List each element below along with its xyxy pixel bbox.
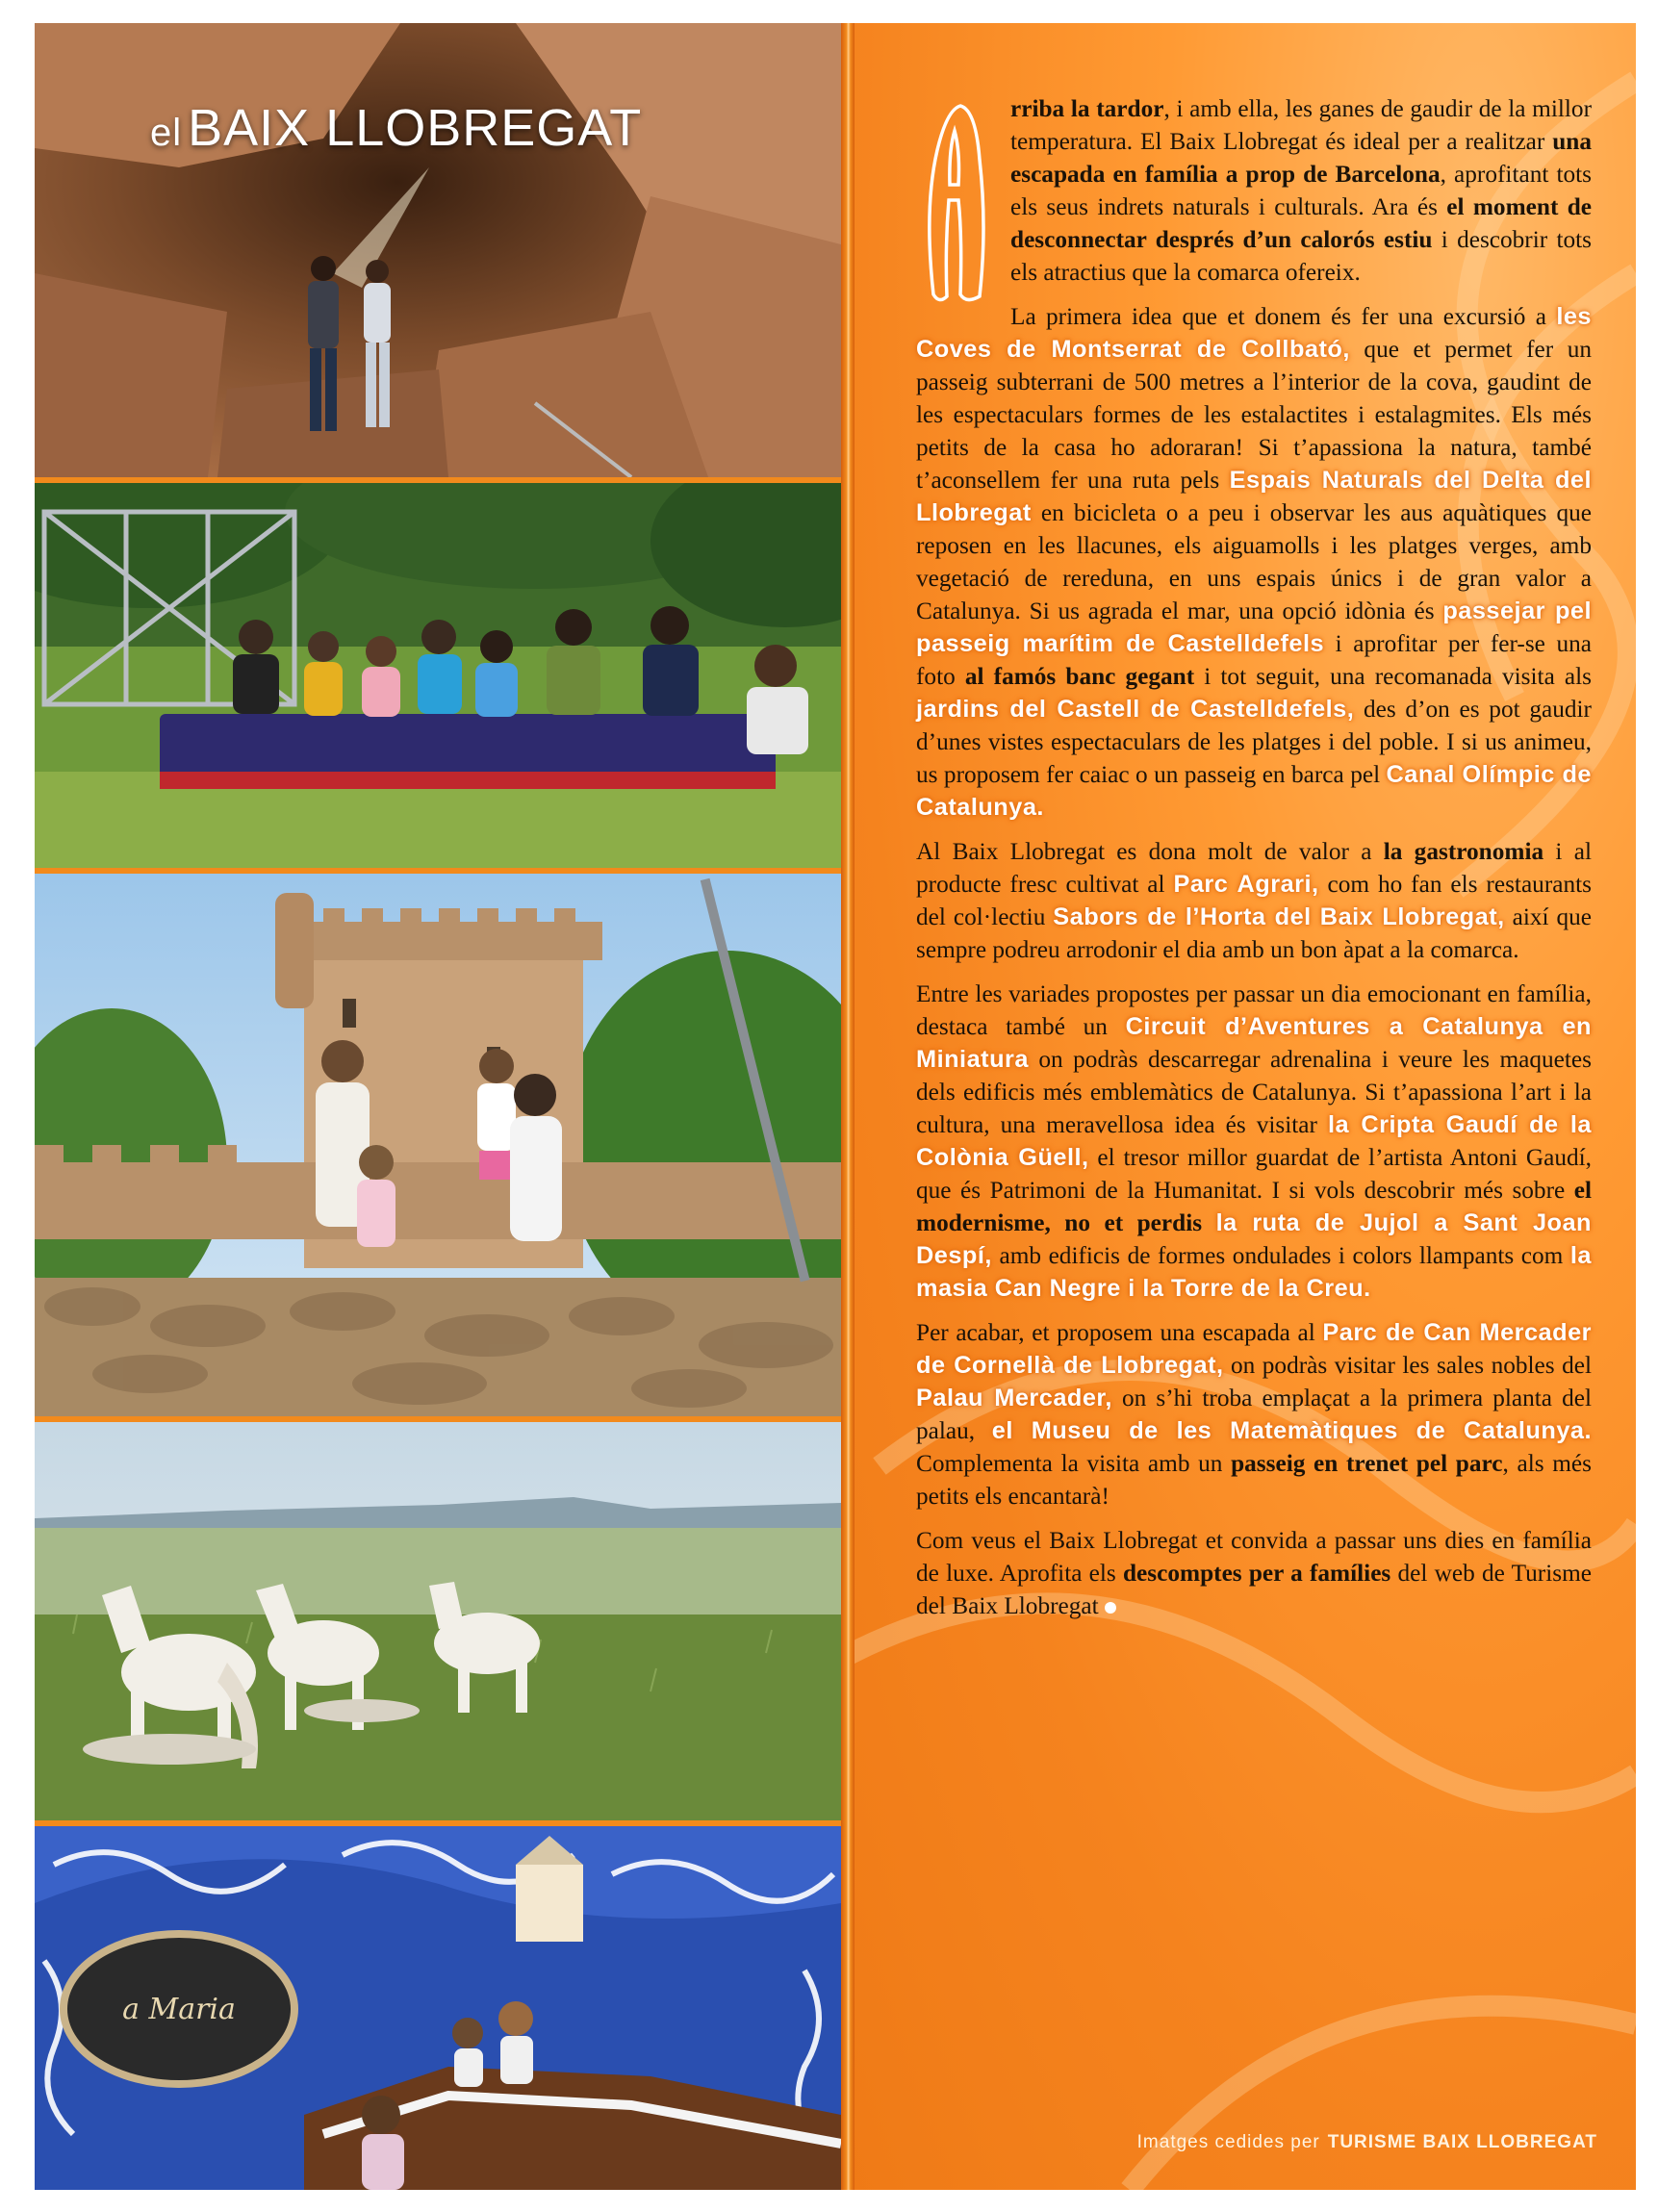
photo-delta-horses bbox=[35, 1422, 841, 1826]
highlight-phrase: la masia Can Negre i la Torre de la Creu. bbox=[916, 1242, 1592, 1302]
highlight-phrase: Canal Olímpic de Catalunya. bbox=[916, 761, 1592, 821]
article-paragraph bbox=[916, 978, 1592, 1305]
text-run: que et permet fer un passeig subterrani de 500 metres a l’interior de la cova, gaudint de les espectaculars formes de les estalactites i estalagmites. Els més petits de la casa ho adoraran! Si t’apassiona la natura, també t’aconsellem fer una ruta pels bbox=[916, 336, 1592, 494]
bold-phrase: passeig en trenet pel parc bbox=[1231, 1450, 1503, 1477]
highlight-phrase: la Cripta Gaudí de la Colònia Güell, bbox=[916, 1111, 1592, 1171]
text-run: com ho fan els restaurants del col·lectiu bbox=[916, 871, 1593, 930]
text-run: el tresor millor guardat de l’artista Antoni Gaudí, que és Patrimoni de la Humanitat. I si vols descobrir més sobre bbox=[916, 1144, 1592, 1204]
highlight-phrase: Espais Naturals del Delta del Llobregat bbox=[916, 467, 1592, 526]
highlight-phrase: passejar pel passeig marítim de Castelldefels bbox=[916, 597, 1593, 657]
text-run: i aprofitar per fer-se una foto bbox=[916, 630, 1593, 690]
text-run: on podràs descarregar adrenalina i veure les maquetes dels edificis més emblemàtics de Catalunya. Si t’apassiona l’art i la cultura, una meravellosa idea és visitar bbox=[916, 1046, 1592, 1138]
highlight-phrase: les Coves de Montserrat de Collbató, bbox=[916, 303, 1592, 363]
photo-palau-mercader-interior bbox=[35, 1826, 841, 2190]
bold-phrase: rriba la tardor bbox=[1010, 95, 1164, 122]
photo-mini-train-park bbox=[35, 483, 841, 874]
text-run: on podràs visitar les sales nobles del bbox=[1223, 1352, 1592, 1379]
credits-label: Imatges cedides per bbox=[1136, 2132, 1320, 2152]
text-run: i al producte fresc cultivat al bbox=[916, 838, 1593, 898]
text-run: Per acabar, et proposem una escapada al bbox=[916, 1319, 1323, 1346]
image-credits bbox=[1137, 2132, 1597, 2153]
text-run: , als més petits els encantarà! bbox=[916, 1450, 1592, 1510]
text-run: així que sempre podreu arrodonir el dia amb un bon àpat a la comarca. bbox=[916, 903, 1592, 963]
text-run: Al Baix Llobregat es dona molt de valor a bbox=[916, 838, 1384, 865]
highlight-phrase: Sabors de l’Horta del Baix Llobregat, bbox=[1053, 903, 1505, 930]
photo-caves-montserrat bbox=[35, 23, 841, 483]
article-paragraph bbox=[916, 1316, 1592, 1513]
photo-castelldefels-castle bbox=[35, 874, 841, 1422]
article-paragraph bbox=[916, 92, 1592, 289]
panel-divider bbox=[841, 23, 855, 2190]
text-run: i tot seguit, una recomanada visita als bbox=[1194, 663, 1593, 690]
highlight-phrase: Circuit d’Aventures a Catalunya en Miniatura bbox=[916, 1013, 1593, 1073]
text-run: i descobrir tots els atractius que la comarca ofereix. bbox=[1010, 226, 1592, 286]
highlight-phrase: Palau Mercader, bbox=[916, 1385, 1112, 1411]
text-run: en bicicleta o a peu i observar les aus aquàtiques que reposen en les llacunes, els aiguamolls i les platges verges, amb vegetació de rereduna, en uns espais únics i de gran valor a Catalunya. Si us agrada el mar, una opció idònia és bbox=[916, 499, 1592, 624]
text-run: Entre les variades propostes per passar un dia emocionant en família, destaca també un bbox=[916, 980, 1592, 1040]
highlight-phrase: la ruta de Jujol a Sant Joan Despí, bbox=[916, 1209, 1593, 1269]
text-run: on s’hi troba emplaçat a la primera planta del palau, bbox=[916, 1385, 1592, 1444]
highlight-phrase: jardins del Castell de Castelldefels, bbox=[916, 696, 1355, 723]
highlight-phrase: el Museu de les Matemàtiques de Catalunya. bbox=[991, 1417, 1592, 1444]
credits-source: TURISME BAIX LLOBREGAT bbox=[1327, 2132, 1597, 2152]
text-run bbox=[1202, 1209, 1215, 1236]
article-paragraph bbox=[916, 835, 1592, 966]
article-panel bbox=[841, 23, 1636, 2190]
text-run: Complementa la visita amb un bbox=[916, 1450, 1232, 1477]
dropcap-letter bbox=[916, 92, 995, 308]
text-run: del web de Turisme del Baix Llobregat bbox=[916, 1560, 1592, 1619]
text-run: Com veus el Baix Llobregat et convida a passar uns dies en família de luxe. Aprofita els bbox=[916, 1527, 1592, 1587]
bold-phrase: el modernisme, no et perdis bbox=[916, 1177, 1592, 1236]
text-run: , i amb ella, les ganes de gaudir de la millor temperatura. El Baix Llobregat és ideal per a realitzar bbox=[1010, 95, 1592, 155]
text-run: , aprofitant tots els seus indrets naturals i culturals. Ara és bbox=[1010, 161, 1592, 220]
section-title-main: BAIX LLOBREGAT bbox=[188, 99, 643, 157]
bold-phrase: una escapada en família a prop de Barcelona bbox=[1010, 128, 1592, 188]
bold-phrase: el moment de desconnectar després d’un calorós estiu bbox=[1010, 193, 1593, 253]
bold-phrase: descomptes per a famílies bbox=[1122, 1560, 1391, 1587]
text-run: amb edificis de formes ondulades i colors llampants com bbox=[991, 1242, 1570, 1269]
article-paragraph bbox=[916, 300, 1592, 824]
text-run: La primera idea que et donem és fer una excursió a bbox=[1010, 303, 1557, 330]
section-title bbox=[150, 98, 642, 158]
text-run: des d’on es pot gaudir d’unes vistes espectaculars de les platges i del poble. I si us animeu, us proposem fer caiac o un passeig en barca pel bbox=[916, 696, 1592, 788]
end-mark-icon bbox=[1105, 1602, 1116, 1614]
bold-phrase: la gastronomia bbox=[1383, 838, 1544, 865]
section-title-prefix: el bbox=[150, 112, 183, 154]
article-body bbox=[916, 92, 1592, 1634]
highlight-phrase: Parc Agrari, bbox=[1173, 871, 1319, 898]
dropcap-text: A bbox=[955, 217, 957, 218]
photo-column bbox=[35, 23, 841, 2190]
highlight-phrase: Parc de Can Mercader de Cornellà de Llobregat, bbox=[916, 1319, 1592, 1379]
sign-text: a Maria bbox=[122, 1993, 236, 2026]
bold-phrase: al famós banc gegant bbox=[964, 663, 1195, 690]
article-paragraph bbox=[916, 1524, 1592, 1622]
